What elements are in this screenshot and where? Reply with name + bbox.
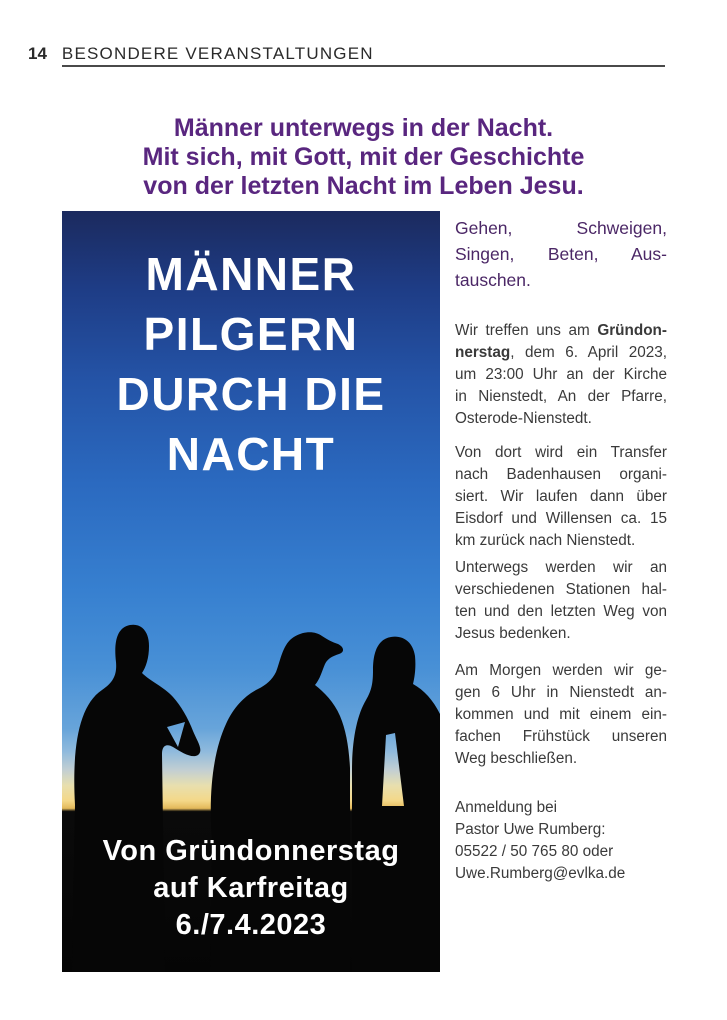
text-line: Unterwegs werden wir an (455, 559, 667, 576)
header-rule (62, 65, 665, 67)
text-line: Pastor Uwe Rumberg: (455, 821, 606, 838)
text-line: Wir treffen uns am Gründon- (455, 322, 667, 339)
text-line: von der letzten Nacht im Leben Jesu. (143, 171, 584, 200)
text-line: gen 6 Uhr in Nienstedt an- (455, 684, 667, 701)
text-line: nerstag, dem 6. April 2023, (455, 344, 667, 361)
text-line: in Nienstedt, An der Pfarre, (455, 388, 667, 405)
text-line: verschiedenen Stationen hal- (455, 581, 667, 598)
article-headline (30, 114, 697, 201)
text-line: Am Morgen werden wir ge- (455, 662, 667, 679)
text-line: siert. Wir laufen dann über (455, 488, 667, 505)
text-line: Männer unterwegs in der Nacht. (173, 113, 554, 142)
contact-block (455, 797, 667, 885)
text-line: Von dort wird ein Transfer (455, 444, 667, 461)
text-line: Eisdorf und Willensen ca. 15 (455, 510, 667, 527)
text-line: auf Karfreitag (153, 872, 349, 904)
page-header (28, 44, 374, 64)
text-line: DURCH DIE (116, 368, 386, 420)
text-line: Uwe.Rumberg@evlka.de (455, 865, 626, 882)
text-line: NACHT (166, 428, 336, 480)
text-line: Jesus bedenken. (455, 625, 571, 642)
event-poster (62, 211, 440, 972)
text-line: Anmeldung bei (455, 799, 558, 816)
paragraph-meeting (455, 320, 667, 430)
text-line: tauschen. (455, 270, 531, 290)
text-line: Osterode-Nienstedt. (455, 410, 592, 427)
text-line: 6./7.4.2023 (175, 909, 327, 941)
text-line: Gehen, Schweigen, (455, 218, 667, 238)
text-line: 05522 / 50 765 80 oder (455, 843, 614, 860)
intro-paragraph (455, 215, 667, 293)
text-line: um 23:00 Uhr an der Kirche (455, 366, 667, 383)
paragraph-transfer (455, 442, 667, 552)
text-line: ten und den letzten Weg von (455, 603, 667, 620)
text-line: Mit sich, mit Gott, mit der Geschichte (142, 142, 585, 171)
text-line: fachen Frühstück unseren (455, 728, 667, 745)
text-line: Weg beschließen. (455, 750, 578, 767)
poster-title (62, 244, 440, 484)
text-line: kommen und mit einem ein- (455, 706, 667, 723)
text-line: Von Gründonnerstag (102, 835, 400, 867)
text-line: Singen, Beten, Aus- (455, 244, 667, 264)
text-line: nach Badenhausen organi- (455, 466, 667, 483)
text-line: MÄNNER (145, 248, 357, 300)
text-line: PILGERN (143, 308, 359, 360)
poster-date (62, 833, 440, 944)
paragraph-stations (455, 557, 667, 645)
text-line: km zurück nach Nienstedt. (455, 532, 636, 549)
page-number: 14 (28, 44, 47, 63)
section-title: BESONDERE VERANSTALTUNGEN (61, 44, 374, 63)
paragraph-morning (455, 660, 667, 770)
